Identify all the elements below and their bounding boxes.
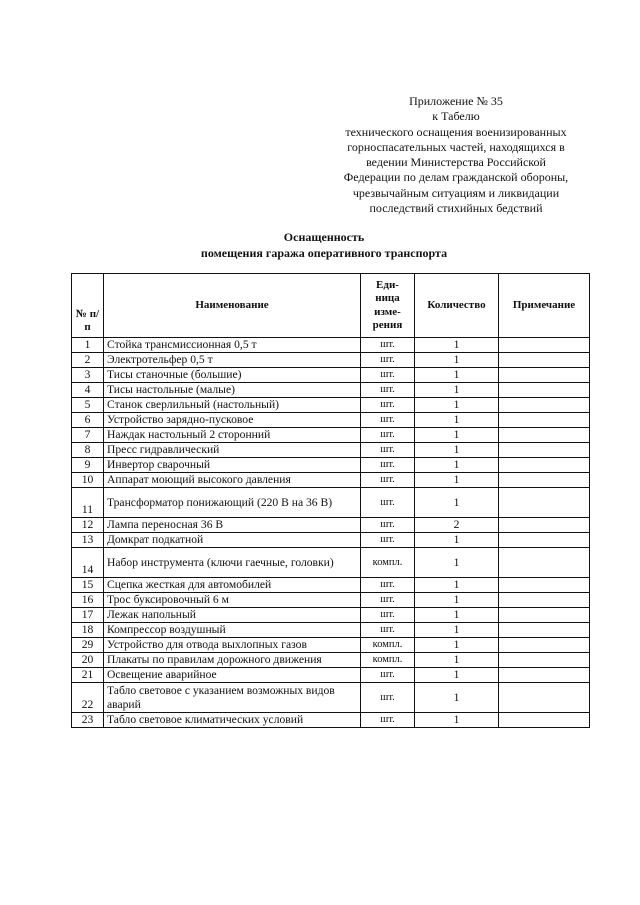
title-line-1: Оснащенность — [283, 230, 365, 244]
row-note — [499, 443, 590, 458]
appendix-line: Приложение № 35 — [409, 94, 503, 108]
appendix-header — [320, 94, 592, 216]
row-unit: шт. — [361, 398, 415, 413]
row-name: Стойка трансмиссионная 0,5 т — [104, 338, 361, 353]
row-unit: шт. — [361, 413, 415, 428]
table-row — [72, 578, 590, 593]
row-name: Набор инструмента (ключи гаечные, головки) — [104, 548, 361, 578]
row-name: Аппарат моющий высокого давления — [104, 473, 361, 488]
row-num: 23 — [72, 713, 104, 728]
row-unit: шт. — [361, 488, 415, 518]
row-note — [499, 668, 590, 683]
row-qty: 1 — [415, 368, 499, 383]
row-qty: 1 — [415, 638, 499, 653]
row-unit: шт. — [361, 683, 415, 713]
row-num: 8 — [72, 443, 104, 458]
row-qty: 1 — [415, 398, 499, 413]
row-name: Трансформатор понижающий (220 В на 36 В) — [104, 488, 361, 518]
row-note — [499, 713, 590, 728]
table-row — [72, 368, 590, 383]
row-num: 10 — [72, 473, 104, 488]
row-unit: шт. — [361, 368, 415, 383]
appendix-line: ведении Министерства Российской — [366, 155, 546, 170]
appendix-line: чрезвычайным ситуациям и ликвидации — [352, 185, 560, 200]
row-name: Табло световое с указанием возможных видов аварий — [104, 683, 361, 713]
row-qty: 1 — [415, 713, 499, 728]
table-row — [72, 653, 590, 668]
row-qty: 1 — [415, 548, 499, 578]
row-unit: шт. — [361, 458, 415, 473]
row-unit: компл. — [361, 638, 415, 653]
row-note — [499, 548, 590, 578]
row-qty: 1 — [415, 473, 499, 488]
table-header-row — [72, 274, 590, 338]
row-note — [499, 518, 590, 533]
row-qty: 1 — [415, 413, 499, 428]
table-row — [72, 458, 590, 473]
table-row — [72, 548, 590, 578]
row-name: Сцепка жесткая для автомобилей — [104, 578, 361, 593]
header-name: Наименование — [104, 274, 361, 338]
row-name: Устройство для отвода выхлопных газов — [104, 638, 361, 653]
row-num: 4 — [72, 383, 104, 398]
row-num: 13 — [72, 533, 104, 548]
row-name: Устройство зарядно-пусковое — [104, 413, 361, 428]
row-qty: 1 — [415, 353, 499, 368]
title-line-2: помещения гаража оперативного транспорта — [200, 245, 448, 260]
row-num: 2 — [72, 353, 104, 368]
row-qty: 1 — [415, 383, 499, 398]
row-num: 21 — [72, 668, 104, 683]
row-qty: 1 — [415, 608, 499, 623]
row-name: Тисы настольные (малые) — [104, 383, 361, 398]
row-name: Инвертор сварочный — [104, 458, 361, 473]
row-note — [499, 608, 590, 623]
table-row — [72, 428, 590, 443]
row-note — [499, 413, 590, 428]
row-num: 22 — [72, 683, 104, 713]
row-qty: 1 — [415, 338, 499, 353]
table-row — [72, 413, 590, 428]
row-unit: компл. — [361, 548, 415, 578]
table-row — [72, 353, 590, 368]
row-note — [499, 593, 590, 608]
table-row — [72, 398, 590, 413]
row-unit: компл. — [361, 653, 415, 668]
row-unit: шт. — [361, 533, 415, 548]
row-name: Наждак настольный 2 сторонний — [104, 428, 361, 443]
row-unit: шт. — [361, 518, 415, 533]
row-qty: 1 — [415, 653, 499, 668]
table-row — [72, 713, 590, 728]
row-note — [499, 638, 590, 653]
row-num: 5 — [72, 398, 104, 413]
row-unit: шт. — [361, 443, 415, 458]
row-unit: шт. — [361, 338, 415, 353]
row-num: 7 — [72, 428, 104, 443]
table-row — [72, 443, 590, 458]
row-note — [499, 338, 590, 353]
row-qty: 1 — [415, 593, 499, 608]
row-unit: шт. — [361, 668, 415, 683]
row-name: Станок сверлильный (настольный) — [104, 398, 361, 413]
row-num: 11 — [72, 488, 104, 518]
row-num: 1 — [72, 338, 104, 353]
header-note: Примечание — [499, 274, 590, 338]
row-num: 18 — [72, 623, 104, 638]
table-row — [72, 668, 590, 683]
table-row — [72, 638, 590, 653]
row-name: Плакаты по правилам дорожного движения — [104, 653, 361, 668]
row-num: 15 — [72, 578, 104, 593]
row-qty: 2 — [415, 518, 499, 533]
row-unit: шт. — [361, 623, 415, 638]
row-note — [499, 653, 590, 668]
row-name: Лампа переносная 36 В — [104, 518, 361, 533]
row-qty: 1 — [415, 458, 499, 473]
row-note — [499, 383, 590, 398]
table-row — [72, 533, 590, 548]
appendix-line: Федерации по делам гражданской обороны, — [343, 170, 569, 185]
row-name: Лежак напольный — [104, 608, 361, 623]
table-row — [72, 518, 590, 533]
table-row — [72, 473, 590, 488]
row-note — [499, 683, 590, 713]
row-num: 17 — [72, 608, 104, 623]
row-name: Освещение аварийное — [104, 668, 361, 683]
row-num: 29 — [72, 638, 104, 653]
row-unit: шт. — [361, 578, 415, 593]
row-num: 9 — [72, 458, 104, 473]
row-num: 20 — [72, 653, 104, 668]
row-name: Компрессор воздушный — [104, 623, 361, 638]
row-note — [499, 353, 590, 368]
row-name: Домкрат подкатной — [104, 533, 361, 548]
row-note — [499, 368, 590, 383]
table-row — [72, 593, 590, 608]
row-note — [499, 623, 590, 638]
row-note — [499, 533, 590, 548]
row-qty: 1 — [415, 428, 499, 443]
document-title — [80, 230, 568, 261]
row-qty: 1 — [415, 533, 499, 548]
row-name: Табло световое климатических условий — [104, 713, 361, 728]
table-row — [72, 338, 590, 353]
table-row — [72, 683, 590, 713]
table-row — [72, 608, 590, 623]
table-row — [72, 623, 590, 638]
row-num: 3 — [72, 368, 104, 383]
row-unit: шт. — [361, 353, 415, 368]
header-num: № п/п — [72, 274, 104, 338]
row-unit: шт. — [361, 593, 415, 608]
row-num: 14 — [72, 548, 104, 578]
row-unit: шт. — [361, 608, 415, 623]
appendix-line: технического оснащения военизированных — [345, 124, 567, 139]
row-qty: 1 — [415, 683, 499, 713]
header-qty: Количество — [415, 274, 499, 338]
row-note — [499, 488, 590, 518]
appendix-line: последствий стихийных бедствий — [369, 201, 543, 216]
row-qty: 1 — [415, 668, 499, 683]
row-unit: шт. — [361, 428, 415, 443]
row-qty: 1 — [415, 443, 499, 458]
appendix-line: горноспасательных частей, находящихся в — [347, 139, 565, 154]
row-name: Трос буксировочный 6 м — [104, 593, 361, 608]
appendix-line: к Табелю — [432, 109, 480, 124]
row-name: Электротельфер 0,5 т — [104, 353, 361, 368]
row-unit: шт. — [361, 473, 415, 488]
table-row — [72, 383, 590, 398]
row-note — [499, 473, 590, 488]
row-unit: шт. — [361, 383, 415, 398]
equipment-table — [71, 273, 590, 728]
row-num: 6 — [72, 413, 104, 428]
row-num: 12 — [72, 518, 104, 533]
row-note — [499, 428, 590, 443]
row-note — [499, 458, 590, 473]
row-qty: 1 — [415, 623, 499, 638]
header-unit: Еди- ница изме- рения — [361, 274, 415, 338]
row-num: 16 — [72, 593, 104, 608]
row-qty: 1 — [415, 578, 499, 593]
row-name: Пресс гидравлический — [104, 443, 361, 458]
row-note — [499, 398, 590, 413]
row-qty: 1 — [415, 488, 499, 518]
row-unit: шт. — [361, 713, 415, 728]
table-row — [72, 488, 590, 518]
row-note — [499, 578, 590, 593]
row-name: Тисы станочные (большие) — [104, 368, 361, 383]
